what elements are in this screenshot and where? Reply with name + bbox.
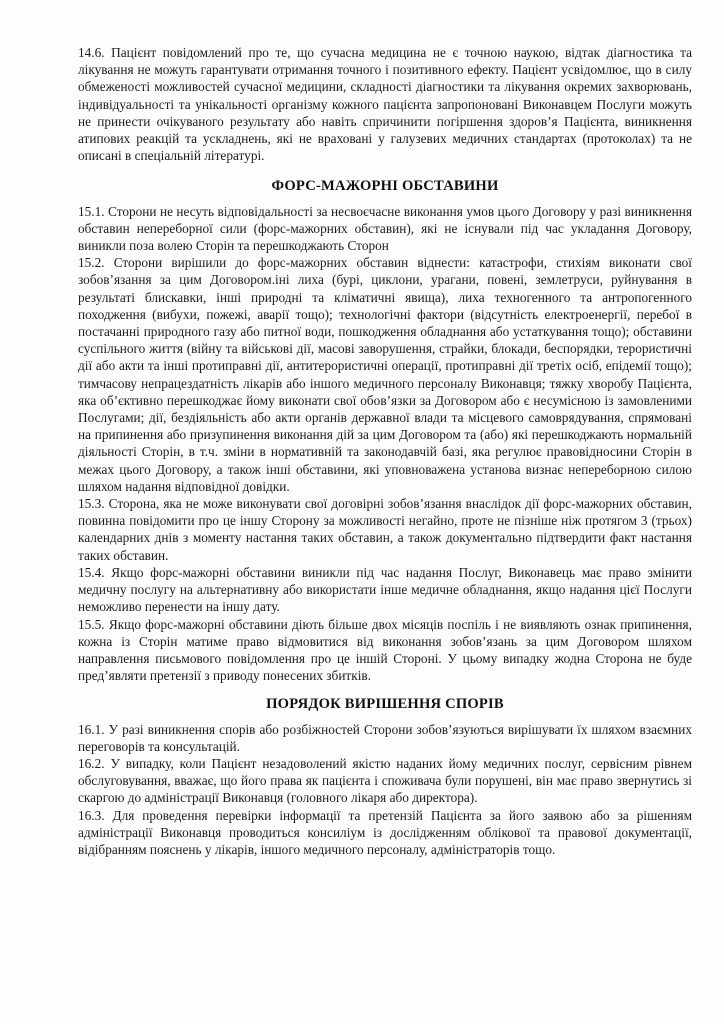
clause-14-6: 14.6. Пацієнт повідомлений про те, що сучасна медицина не є точною наукою, відтак діагностика та лікування не можуть гарантувати отримання точного і позитивного ефекту. Пацієнт усвідомлює, що в силу обмеженості можливостей сучасної медицини, складності діагностики та лікування окремих захворювань, індивідуальності та унікальності організму кожного пацієнта запропоновані Виконавцем Послуги можуть не принести очікуваного результату або навіть спричинити погіршення здоров’я Пацієнта, виникнення атипових реакцій та ускладнень, які не враховані у галузевих медичних стандартах (протоколах) та не описані в спеціальній літературі. bbox=[78, 45, 692, 164]
clause-15-4: 15.4. Якщо форс-мажорні обставини виникли під час надання Послуг, Виконавець має право змінити медичну послугу на альтернативну або використати інше медичне обладнання, якщо надання цієї Послуги неможливо перенести на іншу дату. bbox=[78, 564, 692, 615]
clause-16-2: 16.2. У випадку, коли Пацієнт незадоволений якістю наданих йому медичних послуг, сервісним рівнем обслуговування, вважає, що його права як пацієнта і споживача були порушені, він має право звернутись зі скаргою до адміністрації Виконавця (головного лікаря або директора). bbox=[78, 755, 692, 806]
section-heading-disputes: ПОРЯДОК ВИРІШЕННЯ СПОРІВ bbox=[266, 696, 504, 713]
clause-15-2: 15.2. Сторони вирішили до форс-мажорних обставин віднести: катастрофи, стихіям виконати свої зобов’язання за цим Договором.іні лиха (бурі, циклони, урагани, повені, землетруси, руйнування в результаті блискавки, інші природні та кліматичні явища), лиха техногенного та антропогенного походження (вибухи, пожежі, аварії тощо); технологічні фактори (відсутність електроенергії, перебої в постачанні природного газу або питної води, пошкодження обладнання або устаткування тощо); обставини суспільного життя (війну та військові дії, масові заворушення, страйки, блокади, беспорядки, терористичні дії або акти та інші протиправні дії, антитерористичні операції, протиправні дії третіх осіб, епідемії тощо); тимчасову непрацездатність лікарів або іншого медичного персоналу Виконавця; тяжку хворобу Пацієнта, яка об’єктивно перешкоджає йому виконати свої обов’язки за Договором або є несумісною із замовленими Послугами; дії, бездіяльність або акти органів державної влади та місцевого самоврядування, спрямовані на припинення або призупинення виконання дій за цим Договором та (або) які перешкоджають нормальній діяльності Сторін, в т.ч. зміни в нормативній та законодавчій базі, яка регулює правовідносини Сторін в межах цього Договору, а також інші обставини, які уповноважена установа визнає непереборною силою шляхом надання відповідної довідки. bbox=[78, 255, 692, 494]
clause-16-3: 16.3. Для проведення перевірки інформації та претензій Пацієнта за його заявою або за рішенням адміністрації Виконавця проводиться консиліум із дослідженням облікової та правової документації, відібранням пояснень у лікарів, іншого медичного персоналу, адміністраторів тощо. bbox=[78, 807, 692, 857]
clause-15-5: 15.5. Якщо форс-мажорні обставини діють більше двох місяців поспіль і не виявляють ознак припинення, кожна із Сторін матиме право відмовитися від виконання зобов’язань за цим Договором шляхом направлення письмового повідомлення про це іншій Стороні. У цьому випадку жодна Сторона не буде пред’являти претензії з приводу понесених збитків. bbox=[78, 616, 692, 684]
document-body bbox=[78, 44, 692, 858]
clause-15-3: 15.3. Сторона, яка не може виконувати свої договірні зобов’язання внаслідок дії форс-мажорних обставин, повинна повідомити про це іншу Сторону за можливості негайно, проте не пізніше ніж протягом 3 (трьох) календарних днів з моменту настання таких обставин, а також документально підтвердити факт настання таких обставин. bbox=[78, 496, 692, 563]
clause-16-1: 16.1. У разі виникнення спорів або розбіжностей Сторони зобов’язуються вирішувати їх шляхом взаємних переговорів та консультацій. bbox=[78, 721, 692, 754]
section-heading-force-majeure: ФОРС-МАЖОРНІ ОБСТАВИНИ bbox=[271, 178, 499, 195]
clause-15-1: 15.1. Сторони не несуть відповідальності за несвоєчасне виконання умов цього Договору у разі виникнення обставин непереборної сили (форс-мажорних обставин), які не існували під час укладання Договору, виникли поза волею Сторін та перешкоджають Сторон bbox=[78, 203, 692, 254]
